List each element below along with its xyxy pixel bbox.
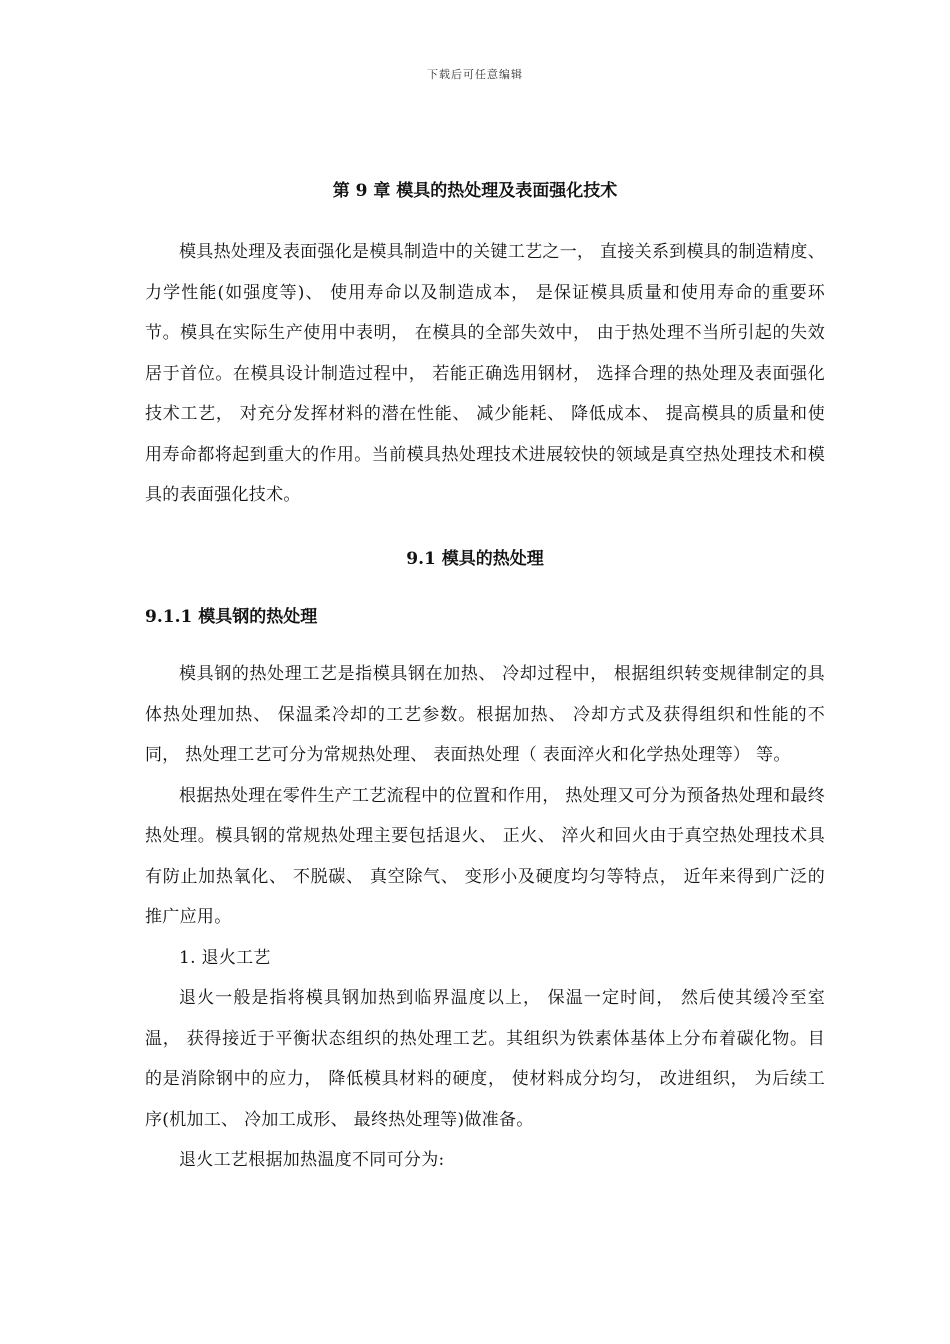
subsection-body-9-1-1 — [145, 654, 825, 1181]
chapter-title: 第 9 章 模具的热处理及表面强化技术 — [332, 181, 618, 201]
intro-paragraph: 模具热处理及表面强化是模具制造中的关键工艺之一， 直接关系到模具的制造精度、 力学性能(如强度等)、 使用寿命以及制造成本， 是保证模具质量和使用寿命的重要环节。模具在实际生产使用中表明， 在模具的全部失效中， 由于热处理不当所引起的失效居于首位。在模具设计制造过程中， 若能正确选用钢材， 选择合理的热处理及表面强化技术工艺， 对充分发挥材料的潜在性能、 减少能耗、 降低成本、 提高模具的质量和使用寿命都将起到重大的作用。当前模具热处理技术进展较快的领域是真空热处理技术和模具的表面强化技术。 — [145, 242, 825, 505]
paragraph-annealing-types: 退火工艺根据加热温度不同可分为: — [179, 1150, 445, 1170]
header-note: 下载后可任意编辑 — [427, 68, 523, 81]
paragraph-annealing: 退火一般是指将模具钢加热到临界温度以上， 保温一定时间， 然后使其缓冷至室温， 获得接近于平衡状态组织的热处理工艺。其组织为铁素体基体上分布着碳化物。目的是消除钢中的应力， 降低模具材料的硬度， 使材料成分均匀， 改进组织， 为后续工序(机加工、 冷加工成形、 最终热处理等)做准备。 — [145, 988, 825, 1130]
subsection-title-9-1-1: 9.1.1 模具钢的热处理 — [145, 607, 318, 627]
paragraph-heat-treatment-classification: 根据热处理在零件生产工艺流程中的位置和作用， 热处理又可分为预备热处理和最终热处理。模具钢的常规热处理主要包括退火、 正火、 淬火和回火由于真空热处理技术具有防止加热氧化、 不脱碳、 真空除气、 变形小及硬度均匀等特点， 近年来得到广泛的推广应用。 — [145, 785, 825, 927]
intro-section — [145, 232, 825, 516]
section-title-9-1: 9.1 模具的热处理 — [406, 549, 544, 569]
list-heading-annealing: 1. 退火工艺 — [179, 947, 271, 968]
paragraph-heat-treatment-process: 模具钢的热处理工艺是指模具钢在加热、 冷却过程中， 根据组织转变规律制定的具体热处理加热、 保温柔冷却的工艺参数。根据加热、 冷却方式及获得组织和性能的不同， 热处理工艺可分为常规热处理、 表面热处理（ 表面淬火和化学热处理等） 等。 — [145, 664, 825, 765]
